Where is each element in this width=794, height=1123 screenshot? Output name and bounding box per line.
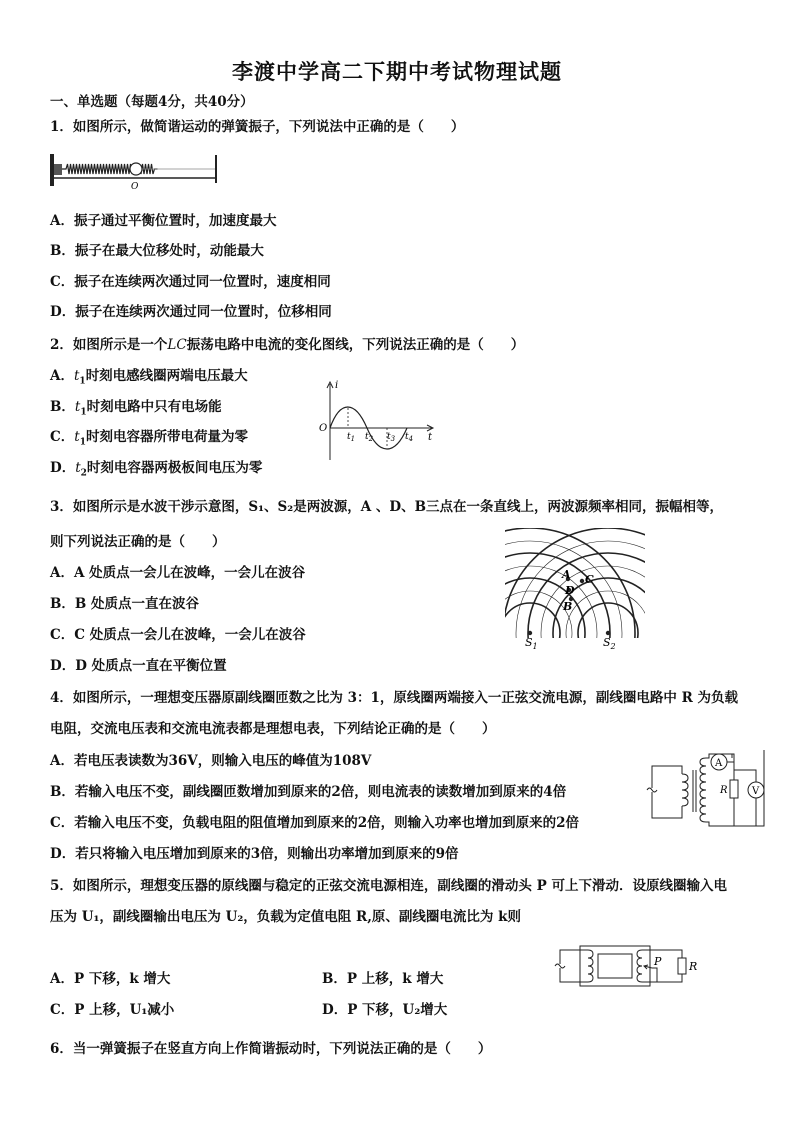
q3-fig-label-d: D	[565, 584, 575, 597]
q3-fig-label-s2: $S_2$	[603, 636, 616, 651]
q2-stem: 2．如图所示是一个LC振荡电路中电流的变化图线，下列说法正确的是（ ）	[50, 337, 525, 353]
q2-graph-i: i	[335, 380, 339, 391]
q4-option-a: A．若电压表读数为36V，则输入电压的峰值为108V	[50, 753, 372, 769]
q3-interference-figure	[505, 528, 645, 653]
q5-option-b: B．P 上移，k 增大	[322, 971, 444, 987]
q3-fig-label-a: A	[562, 568, 571, 581]
q6-stem: 6．当一弹簧振子在竖直方向上作简谐振动时，下列说法正确的是（ ）	[50, 1041, 492, 1057]
q1-option-a: A．振子通过平衡位置时，加速度最大	[50, 213, 277, 229]
q3-option-b: B．B 处质点一直在波谷	[50, 596, 200, 612]
q4-stem-line1: 4．如图所示，一理想变压器原副线圈匝数之比为 3：1，原线圈两端接入一正弦交流电源，副线圈电路中 R 为负载	[50, 690, 738, 706]
q1-spring-figure	[48, 152, 223, 192]
page-title: 李渡中学高二下期中考试物理试题	[232, 59, 562, 84]
q2-option-c: C．$t_1$时刻电容器所带电荷量为零	[50, 429, 248, 448]
q4-resistor-label: R	[720, 785, 728, 796]
q2-option-b: B．$t_1$时刻电路中只有电场能	[50, 399, 222, 418]
q1-option-d: D．振子在连续两次通过同一位置时，位移相同	[50, 304, 332, 320]
q5-option-a: A．P 下移，k 增大	[50, 971, 171, 987]
q2-graph-t1: $t_1$	[347, 432, 356, 443]
q3-stem-line2: 则下列说法正确的是（ ）	[50, 534, 226, 550]
q5-stem-line2: 压为 U₁，副线圈输出电压为 U₂，负载为定值电阻 R,原、副线圈电流比为 k则	[50, 909, 521, 925]
q5-option-d: D．P 下移，U₂增大	[322, 1002, 448, 1018]
q4-option-d: D．若只将输入电压增加到原来的3倍，则输出功率增加到原来的9倍	[50, 846, 459, 862]
q5-slider-label: P	[654, 955, 662, 968]
q5-resistor-label: R	[689, 960, 698, 973]
q5-option-c: C．P 上移，U₁减小	[50, 1002, 175, 1018]
q1-option-b: B．振子在最大位移处时，动能最大	[50, 243, 264, 259]
q5-stem-line1: 5．如图所示，理想变压器的原线圈与稳定的正弦交流电源相连，副线圈的滑动头 P 可上下滑动．设原线圈输入电	[50, 878, 727, 894]
q3-fig-label-s1: $S_1$	[525, 636, 538, 651]
q2-graph-t4: $t_4$	[405, 432, 414, 443]
q4-option-b: B．若输入电压不变，副线圈匝数增加到原来的2倍，则电流表的读数增加到原来的4倍	[50, 784, 567, 800]
q3-fig-label-c: C	[585, 573, 594, 586]
q1-fig-label-o: O	[131, 182, 139, 192]
q4-transformer-circuit	[644, 750, 774, 828]
q4-stem-line2: 电阻，交流电压表和交流电流表都是理想电表，下列结论正确的是（ ）	[50, 721, 496, 737]
q3-option-a: A．A 处质点一会儿在波峰，一会儿在波谷	[50, 565, 306, 581]
q1-option-c: C．振子在连续两次通过同一位置时，速度相同	[50, 274, 331, 290]
q2-graph-t2: $t_2$	[365, 432, 374, 443]
q3-option-c: C．C 处质点一会儿在波峰，一会儿在波谷	[50, 627, 306, 643]
q3-stem-line1: 3．如图所示是水波干涉示意图，S₁、S₂是两波源，A 、D、B三点在一条直线上，两波源频率相同，振幅相等，	[50, 499, 724, 515]
q4-option-c: C．若输入电压不变，负载电阻的阻值增加到原来的2倍，则输入功率也增加到原来的2倍	[50, 815, 580, 831]
q4-ammeter-label: A	[715, 758, 723, 769]
q2-option-d: D．$t_2$时刻电容器两极板间电压为零	[50, 460, 263, 479]
q2-current-graph	[315, 378, 440, 464]
q3-option-d: D．D 处质点一直在平衡位置	[50, 658, 227, 674]
q2-graph-origin: O	[319, 423, 328, 434]
q3-fig-label-b: B	[563, 600, 573, 613]
q2-graph-t: t	[428, 432, 433, 443]
q4-voltmeter-label: V	[752, 786, 760, 797]
section-heading: 一、单选题（每题4分，共40分）	[50, 94, 254, 110]
q1-stem: 1．如图所示，做简谐运动的弹簧振子，下列说法中正确的是（ ）	[50, 119, 465, 135]
q2-graph-t3: $t_3$	[387, 432, 396, 443]
q5-transformer-circuit	[552, 940, 702, 990]
q2-option-a: A．$t_1$时刻电感线圈两端电压最大	[50, 368, 248, 387]
